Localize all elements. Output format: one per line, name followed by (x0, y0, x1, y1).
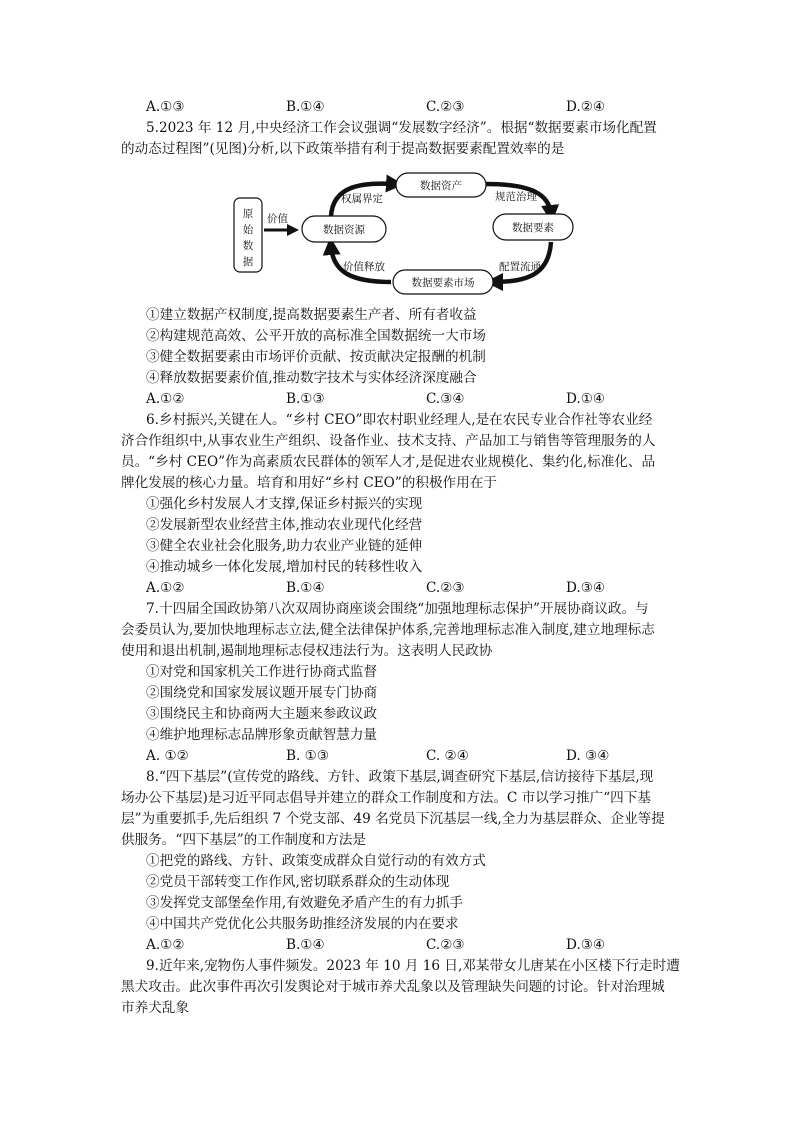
raw-data-label-3: 数 (242, 240, 254, 252)
q6-item: ①强化乡村发展人才支撑,保证乡村振兴的实现 (146, 496, 423, 512)
q8-stem-line: 场办公下基层)是习近平同志倡导并建立的群众工作制度和方法。C 市以学习推广“四下基 (121, 790, 651, 806)
node-data-asset-label: 数据资产 (420, 180, 462, 192)
q5-item: ③健全数据要素由市场评价贡献、按贡献决定报酬的机制 (146, 349, 486, 365)
q7-item: ①对党和国家机关工作进行协商式监督 (146, 664, 378, 680)
data-element-cycle-diagram (231, 172, 576, 300)
q9-stem-line: 黑犬攻击。此次事件再次引发舆论对于城市养犬乱象以及管理缺失问题的讨论。针对治理城 (121, 979, 665, 995)
q8-item: ④中国共产党优化公共服务助推经济发展的内在要求 (146, 916, 459, 932)
q8-option-d[interactable]: D.③④ (566, 937, 606, 953)
q5-item: ①建立数据产权制度,提高数据要素生产者、所有者收益 (146, 307, 477, 323)
q6-stem-line: 员。“乡村 CEO”作为高素质农民群体的领军人才,是促进农业规模化、集约化,标准化、品 (121, 454, 656, 470)
q7-item: ②围绕党和国家发展议题开展专门协商 (146, 685, 378, 701)
edge-label-rights-definition: 权属界定 (341, 193, 383, 205)
q8-option-b[interactable]: B.①④ (286, 937, 325, 953)
q6-option-c[interactable]: C.②③ (426, 580, 465, 596)
q9-stem-line: 市养犬乱象 (121, 1000, 189, 1016)
q6-item: ③健全农业社会化服务,助力农业产业链的延伸 (146, 538, 423, 554)
raw-data-label-2: 始 (242, 224, 254, 236)
q7-option-c[interactable]: C. ②④ (426, 748, 469, 764)
q5-stem-line: 的动态过程图”(见图)分析,以下政策举措有利于提高数据要素配置效率的是 (121, 141, 565, 157)
raw-data-label-1: 原 (242, 208, 254, 220)
q5-item: ④释放数据要素价值,推动数字技术与实体经济深度融合 (146, 370, 477, 386)
q8-stem-line: 层”为重要抓手,先后组织 7 个党支部、49 名党员下沉基层一线,全力为基层群众、企业等提 (121, 811, 665, 827)
q7-options (146, 746, 666, 766)
q7-stem-line: 7.十四届全国政协第八次双周协商座谈会围绕“加强地理标志保护”开展协商议政。与 (146, 601, 649, 617)
q6-option-a[interactable]: A.①② (146, 580, 185, 596)
q7-option-d[interactable]: D. ③④ (566, 748, 610, 764)
q4-option-b[interactable]: B.①④ (286, 99, 325, 115)
q6-option-d[interactable]: D.③④ (566, 580, 606, 596)
q6-stem-line: 济合作组织中,从事农业生产组织、设备作业、技术支持、产品加工与销售等管理服务的人 (121, 433, 656, 449)
q7-item: ④维护地理标志品牌形象贡献智慧力量 (146, 727, 378, 743)
q5-item: ②构建规范高效、公平开放的高标准全国数据统一大市场 (146, 328, 486, 344)
raw-data-label-4: 据 (242, 256, 254, 268)
q4-option-a[interactable]: A.①③ (146, 99, 185, 115)
q7-stem-line: 会委员认为,要加快地理标志立法,健全法律保护体系,完善地理标志准入制度,建立地理标志 (121, 622, 655, 638)
q5-option-c[interactable]: C.③④ (426, 391, 465, 407)
value-arrow-label: 价值 (267, 213, 288, 225)
q7-option-a[interactable]: A. ①② (146, 748, 189, 764)
q9-stem-line: 9.近年来,宠物伤人事件频发。2023 年 10 月 16 日,邓某带女儿唐某在小区楼下行走时遭 (146, 958, 680, 974)
q8-stem-line: 8.“四下基层”(宣传党的路线、方针、政策下基层,调查研究下基层,信访接待下基层,现 (146, 769, 654, 785)
edge-label-value-release: 价值释放 (343, 261, 385, 273)
q6-option-b[interactable]: B.①④ (286, 580, 325, 596)
q7-stem-line: 使用和退出机制,遏制地理标志侵权违法行为。这表明人民政协 (121, 643, 493, 659)
q8-item: ②党员干部转变工作作风,密切联系群众的生动体现 (146, 874, 450, 890)
q6-options (146, 578, 666, 598)
node-data-resource-label: 数据资源 (323, 224, 365, 236)
q7-option-b[interactable]: B. ①③ (286, 748, 330, 764)
edge-label-standard-governance: 规范治理 (495, 191, 537, 203)
q8-item: ①把党的路线、方针、政策变成群众自觉行动的有效方式 (146, 853, 486, 869)
q5-option-d[interactable]: D.①④ (566, 391, 606, 407)
q8-option-c[interactable]: C.②③ (426, 937, 465, 953)
q6-stem-line: 牌化发展的核心力量。培育和用好“乡村 CEO”的积极作用在于 (121, 475, 497, 491)
q8-stem-line: 供服务。“四下基层”的工作制度和方法是 (121, 832, 366, 848)
node-data-element-market-label: 数据要素市场 (411, 277, 475, 289)
q5-options (146, 389, 666, 409)
q5-option-b[interactable]: B.①③ (286, 391, 325, 407)
q8-item: ③发挥党支部堡垒作用,有效避免矛盾产生的有力抓手 (146, 895, 463, 911)
q4-option-c[interactable]: C.②③ (426, 99, 465, 115)
q6-stem-line: 6.乡村振兴,关键在人。“乡村 CEO”即农村职业经理人,是在农民专业合作社等农业经 (146, 412, 653, 428)
q4-option-d[interactable]: D.②④ (566, 99, 606, 115)
edge-label-allocation-circulation: 配置流通 (499, 261, 541, 273)
node-data-element-label: 数据要素 (512, 222, 554, 234)
q5-option-a[interactable]: A.①② (146, 391, 185, 407)
q6-item: ②发展新型农业经营主体,推动农业现代化经营 (146, 517, 423, 533)
q4-options (146, 97, 666, 117)
q6-item: ④推动城乡一体化发展,增加村民的转移性收入 (146, 559, 423, 575)
q5-stem-line: 5.2023 年 12 月,中央经济工作会议强调“发展数字经济”。根据“数据要素市场化配置 (146, 120, 657, 136)
q7-item: ③围绕民主和协商两大主题来参政议政 (146, 706, 378, 722)
q8-option-a[interactable]: A.①② (146, 937, 185, 953)
q8-options (146, 935, 666, 955)
